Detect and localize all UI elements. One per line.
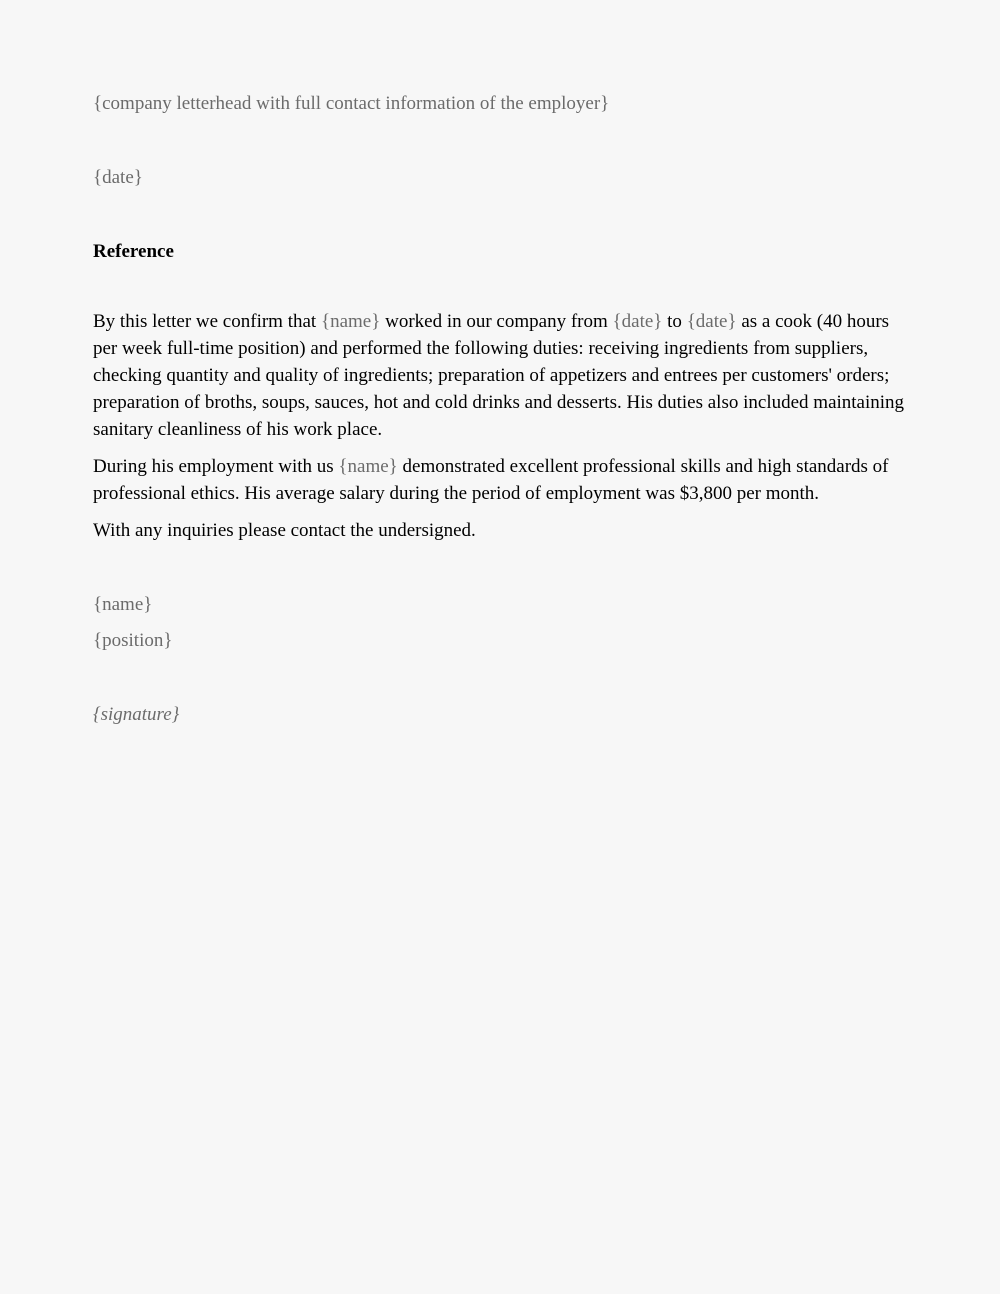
- paragraph2-text-1: During his employment with us: [93, 456, 339, 477]
- paragraph1-text-2: worked in our company from: [380, 311, 613, 332]
- signatory-name-placeholder: {name}: [93, 594, 153, 615]
- paragraph1-text-1: By this letter we confirm that: [93, 311, 321, 332]
- paragraph2-text-2: demonstrated excellent professional skills and high standards of professional ethics. His average salary during the period of employment was $3,800 per month.: [93, 456, 889, 504]
- paragraph-inquiries: With any inquiries please contact the undersigned.: [93, 520, 476, 541]
- date-placeholder: {date}: [93, 167, 143, 188]
- start-date-placeholder: {date}: [612, 311, 663, 332]
- letter-heading: Reference: [93, 241, 174, 262]
- paragraph-employment-confirmation: [93, 308, 913, 443]
- employee-name-placeholder-2: {name}: [338, 456, 398, 477]
- signature-placeholder: {signature}: [93, 704, 180, 725]
- signatory-position-placeholder: {position}: [93, 630, 173, 651]
- paragraph1-text-4: as a cook (40 hours per week full-time position) and performed the following duties: receiving ingredients from suppliers, checking quantity and quality of ingredients; preparation of appetizers and entrees per customers' orders; preparation of broths, soups, sauces, hot and cold drinks and desserts. His duties also included maintaining sanitary cleanliness of his work place.: [93, 311, 905, 440]
- paragraph1-text-3: to: [662, 311, 687, 332]
- end-date-placeholder: {date}: [686, 311, 737, 332]
- paragraph-performance: [93, 453, 913, 507]
- employee-name-placeholder: {name}: [320, 311, 381, 332]
- letterhead-placeholder: {company letterhead with full contact information of the employer}: [93, 93, 610, 114]
